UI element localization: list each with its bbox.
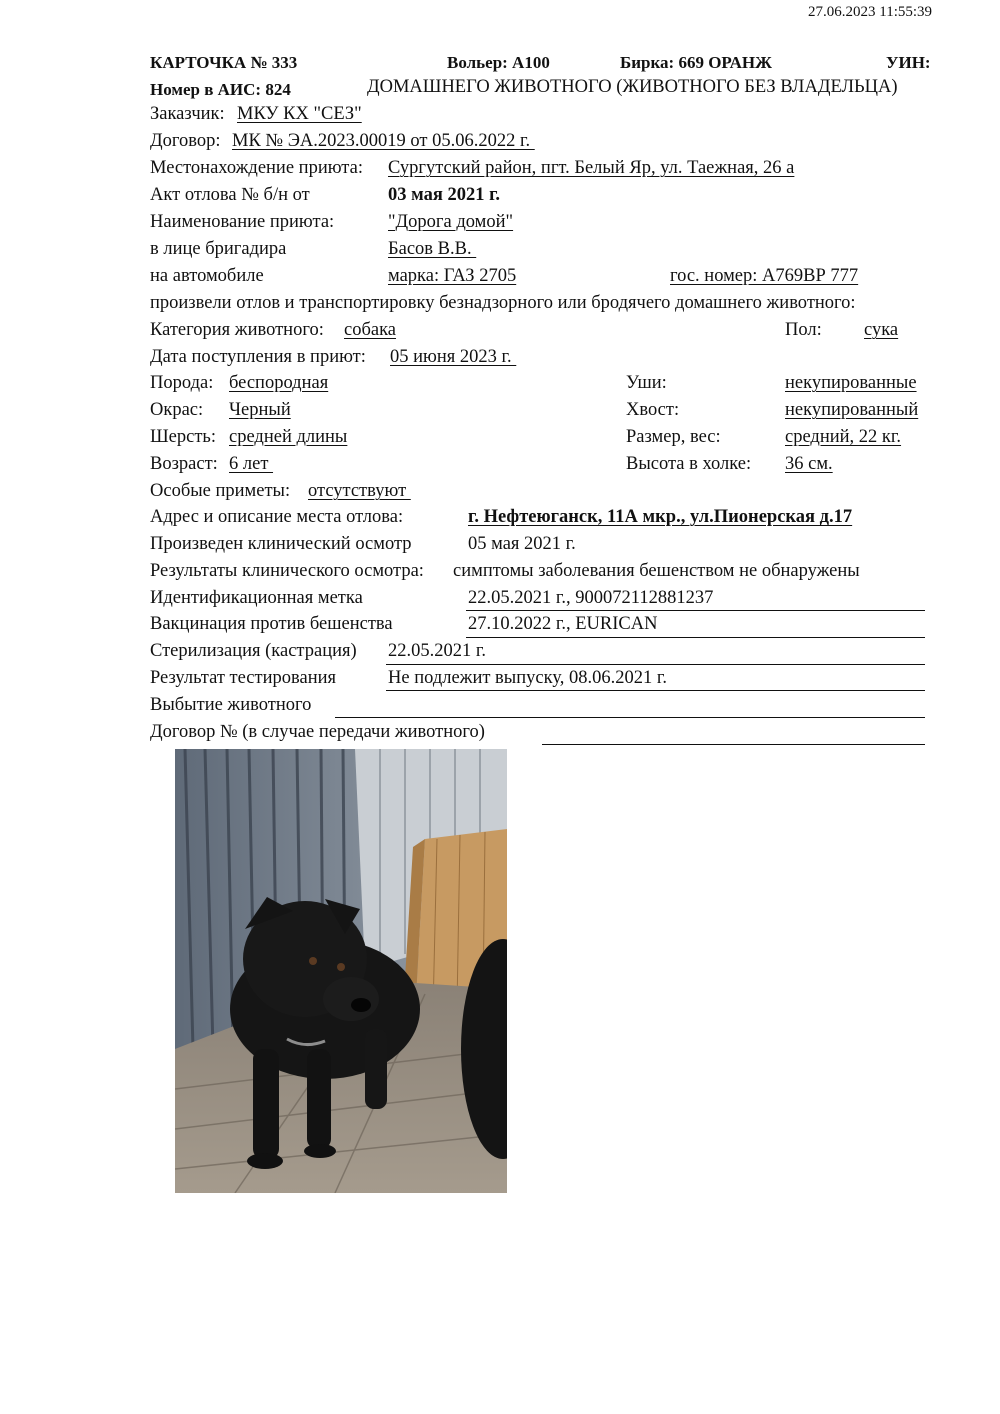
id-value: 22.05.2021 г., 900072112881237 bbox=[468, 588, 714, 608]
print-timestamp: 27.06.2023 11:55:39 bbox=[808, 4, 933, 20]
address-label: Адрес и описание места отлова: bbox=[150, 507, 404, 527]
vaccine-underline bbox=[466, 637, 925, 638]
height-value: 36 см. bbox=[785, 454, 833, 474]
color-label: Окрас: bbox=[150, 400, 204, 420]
vaccine-value: 27.10.2022 г., EURICAN bbox=[468, 614, 658, 634]
breed-value: беспородная bbox=[229, 373, 329, 393]
sex-value: сука bbox=[864, 320, 899, 340]
transfer-contract-underline bbox=[542, 744, 925, 745]
exam-result-label: Результаты клинического осмотра: bbox=[150, 561, 424, 581]
test-value: Не подлежит выпуску, 08.06.2021 г. bbox=[388, 668, 667, 688]
size-label: Размер, вес: bbox=[626, 427, 721, 447]
sex-label: Пол: bbox=[785, 320, 822, 340]
exam-label: Произведен клинический осмотр bbox=[150, 534, 412, 554]
tail-label: Хвост: bbox=[626, 400, 680, 420]
enclosure: Вольер: А100 bbox=[447, 53, 550, 72]
sterilization-value: 22.05.2021 г. bbox=[388, 641, 487, 661]
act-label: Акт отлова № б/н от bbox=[150, 185, 310, 205]
fur-label: Шерсть: bbox=[150, 427, 216, 447]
address-value: г. Нефтеюганск, 11А мкр., ул.Пионерская д.17 bbox=[468, 507, 853, 527]
tail-value: некупированный bbox=[785, 400, 919, 420]
transfer-contract-label: Договор № (в случае передачи животного) bbox=[150, 722, 485, 742]
car-number: гос. номер: А769ВР 777 bbox=[670, 266, 859, 286]
departure-label: Выбытие животного bbox=[150, 695, 312, 715]
id-underline bbox=[466, 610, 925, 611]
vaccine-label: Вакцинация против бешенства bbox=[150, 614, 393, 634]
brigadier-value: Басов В.В. bbox=[388, 239, 477, 259]
customer-value: МКУ КХ "СЕЗ" bbox=[237, 104, 362, 124]
size-value: средний, 22 кг. bbox=[785, 427, 902, 447]
fur-value: средней длины bbox=[229, 427, 348, 447]
act-date: 03 мая 2021 г. bbox=[388, 185, 501, 205]
age-label: Возраст: bbox=[150, 454, 218, 474]
statement: произвели отлов и транспортировку безнадзорного или бродячего домашнего животного: bbox=[150, 293, 856, 313]
uin: УИН: bbox=[886, 53, 931, 72]
test-label: Результат тестирования bbox=[150, 668, 337, 688]
marks-value: отсутствуют bbox=[308, 481, 411, 501]
category-label: Категория животного: bbox=[150, 320, 324, 340]
contract-label: Договор: bbox=[150, 131, 221, 151]
shelter-label: Наименование приюта: bbox=[150, 212, 335, 232]
card-title: ДОМАШНЕГО ЖИВОТНОГО (ЖИВОТНОГО БЕЗ ВЛАДЕЛЬЦА) bbox=[367, 77, 898, 97]
contract-value: МК № ЭА.2023.00019 от 05.06.2022 г. bbox=[232, 131, 535, 151]
id-label: Идентификационная метка bbox=[150, 588, 363, 608]
dog-photo bbox=[175, 749, 507, 1193]
age-value: 6 лет bbox=[229, 454, 274, 474]
test-underline bbox=[386, 690, 925, 691]
shelter-value: "Дорога домой" bbox=[388, 212, 514, 232]
card-number: КАРТОЧКА № 333 bbox=[150, 53, 298, 72]
category-value: собака bbox=[344, 320, 397, 340]
customer-label: Заказчик: bbox=[150, 104, 225, 124]
breed-label: Порода: bbox=[150, 373, 214, 393]
color-value: Черный bbox=[229, 400, 291, 420]
arrival-value: 05 июня 2023 г. bbox=[390, 347, 517, 367]
arrival-label: Дата поступления в приют: bbox=[150, 347, 366, 367]
height-label: Высота в холке: bbox=[626, 454, 752, 474]
car-model: марка: ГАЗ 2705 bbox=[388, 266, 517, 286]
car-label: на автомобиле bbox=[150, 266, 264, 286]
sterilization-label: Стерилизация (кастрация) bbox=[150, 641, 357, 661]
brigadier-label: в лице бригадира bbox=[150, 239, 287, 259]
sterilization-underline bbox=[386, 664, 925, 665]
location-value: Сургутский район, пгт. Белый Яр, ул. Таежная, 26 а bbox=[388, 158, 795, 178]
location-label: Местонахождение приюта: bbox=[150, 158, 363, 178]
departure-underline bbox=[335, 717, 925, 718]
ais-number: Номер в АИС: 824 bbox=[150, 80, 291, 99]
ears-label: Уши: bbox=[626, 373, 667, 393]
marks-label: Особые приметы: bbox=[150, 481, 291, 501]
exam-date: 05 мая 2021 г. bbox=[468, 534, 576, 554]
ears-value: некупированные bbox=[785, 373, 917, 393]
exam-result-value: симптомы заболевания бешенством не обнаружены bbox=[453, 561, 860, 581]
tag: Бирка: 669 ОРАНЖ bbox=[620, 53, 772, 72]
